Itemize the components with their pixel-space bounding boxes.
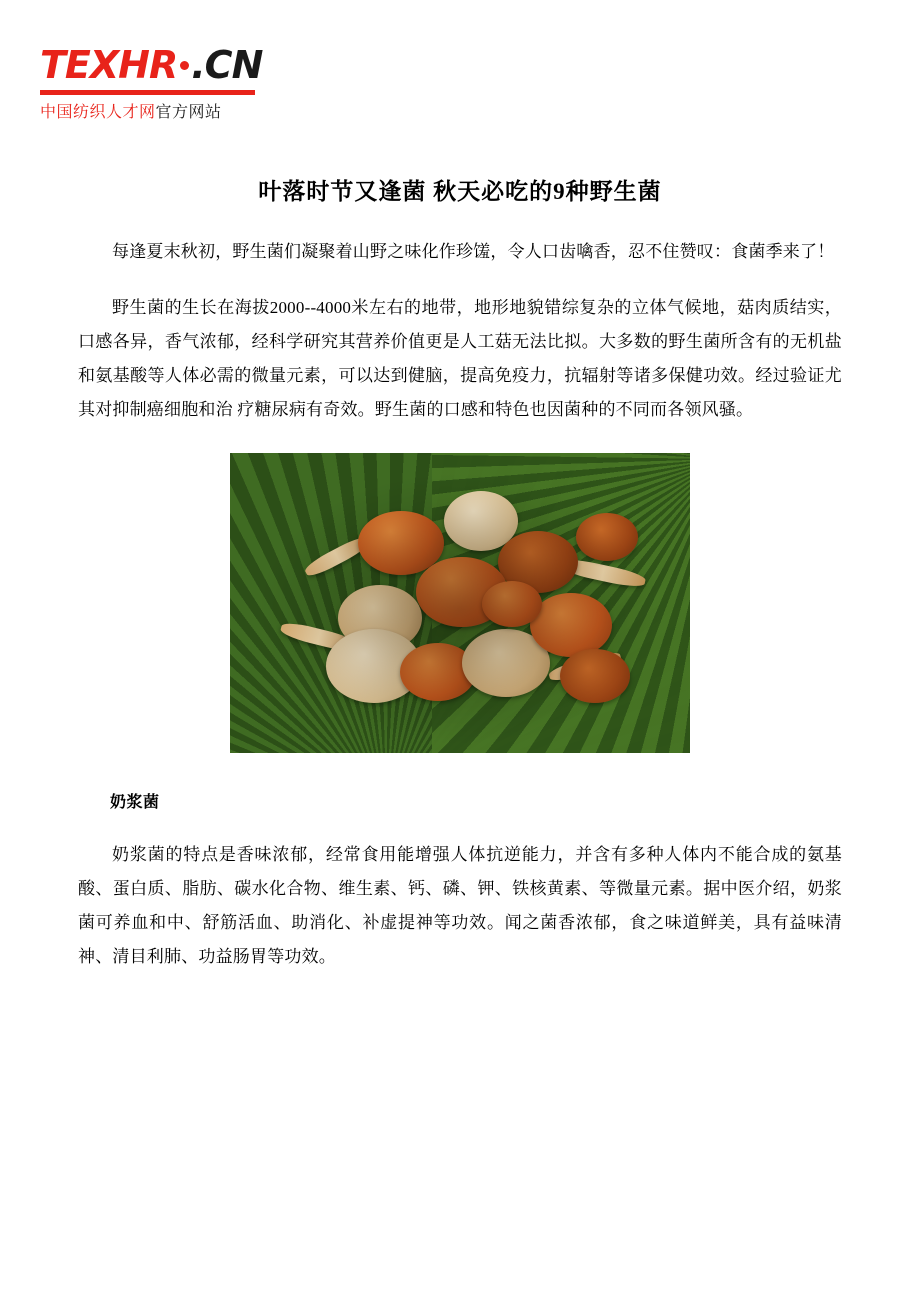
article-paragraph-1: 每逢夏末秋初，野生菌们凝聚着山野之味化作珍馐，令人口齿噙香，忍不住赞叹：食菌季来了！ bbox=[112, 242, 835, 261]
logo-wordmark-suffix: .CN bbox=[191, 43, 263, 87]
article-paragraph-2: 野生菌的生长在海拔2000--4000米左右的地带，地形地貌错综复杂的立体气候地，菇肉质结实，口感各异，香气浓郁，经科学研究其营养价值更是人工菇无法比拟。大多数的野生菌所含有的无机盐和氨基酸等人体必需的微量元素，可以达到健脑，提高免疫力，抗辐射等诸多保健功效。经过验证尤其对抑制癌细胞和治 疗糖尿病有奇效。野生菌的口感和特色也因菌种的不同而各领风骚。 bbox=[78, 298, 842, 419]
logo-wordmark-text bbox=[40, 42, 263, 88]
article-figure bbox=[78, 453, 842, 758]
logo-wordmark-main: TEXHR bbox=[40, 43, 178, 87]
photo-vignette bbox=[230, 453, 690, 753]
logo-tagline-line2: 官方网站 bbox=[155, 102, 222, 121]
logo-dot-icon bbox=[180, 61, 189, 70]
logo-tagline bbox=[40, 102, 290, 122]
logo-wordmark bbox=[40, 42, 263, 88]
section-paragraph: 奶浆菌的特点是香味浓郁，经常食用能增强人体抗逆能力，并含有多种人体内不能合成的氨基酸、蛋白质、脂肪、碳水化合物、维生素、钙、磷、钾、铁核黄素、等微量元素。据中医介绍，奶浆菌可养血和中、舒筋活血、助消化、补虚提神等功效。闻之菌香浓郁，食之味道鲜美，具有益味清神、清目利肺、功益肠胃等功效。 bbox=[78, 845, 842, 966]
page-title: 叶落时节又逢菌 秋天必吃的9种野生菌 bbox=[258, 179, 662, 204]
article-body bbox=[78, 175, 842, 996]
site-logo[interactable] bbox=[40, 42, 290, 132]
logo-underline bbox=[40, 90, 255, 95]
section-heading: 奶浆菌 bbox=[110, 794, 160, 811]
mushroom-photo bbox=[230, 453, 690, 753]
logo-tagline-line1: 中国纺织人才网 bbox=[40, 102, 156, 121]
